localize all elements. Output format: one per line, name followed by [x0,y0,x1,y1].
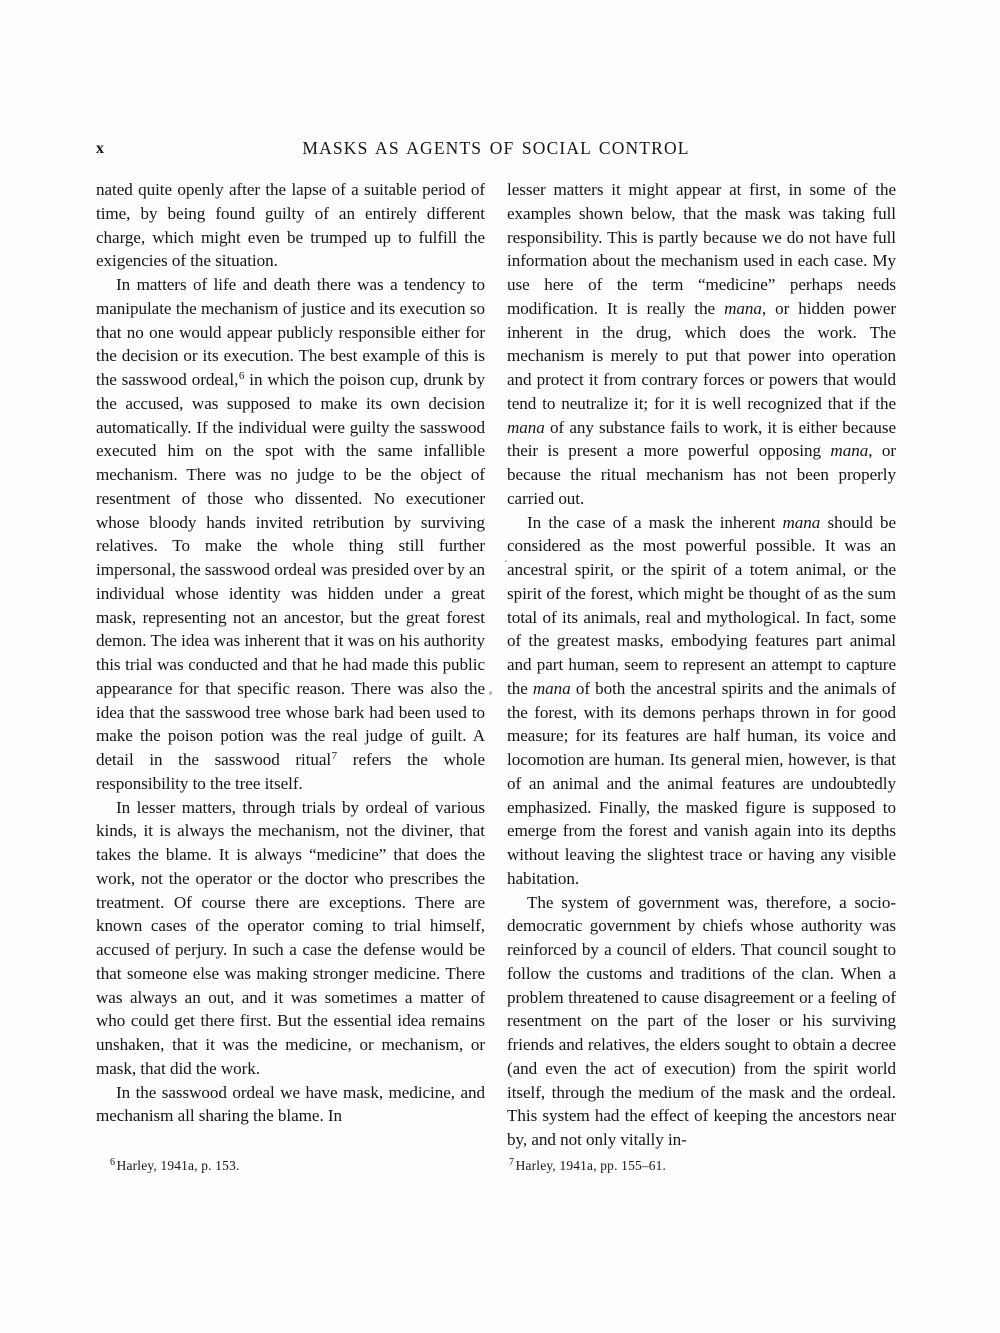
italic-term: mana [507,417,545,437]
footnote-reference: 7 [331,749,338,762]
footnote-marker: 6 [110,1157,116,1168]
footnote-text: Harley, 1941a, p. 153. [116,1158,240,1173]
italic-term: mana [724,298,762,318]
paragraph: In the case of a mask the inherent mana should be considered as the most powerful possible. It was an ancestral spirit, or the spirit of a totem animal, or the spirit of the forest, which might be thought of as the sum total of its animals, real and mythological. In fact, some of the greatest masks, embodying features part animal and part human, seem to represent an attempt to capture the mana of both the ancestral spirits and the animals of the forest, with its demons perhaps thrown in for good measure; for its features are half human, its voice and locomotion are human. Its general mien, however, is that of an animal and the animal features are undoubtedly emphasized. Finally, the masked figure is supposed to emerge from the forest and vanish again into its depths without leaving the slightest trace or having any visible habitation. [507,512,896,888]
footnote-right [509,1156,666,1176]
paragraph: lesser matters it might appear at first, in some of the examples shown below, that the mask was taking full responsibility. This is partly because we do not have full information about the mechanism used in each case. My use here of the term “medicine” perhaps needs modification. It is really the mana, or hidden power inherent in the drug, which does the work. The mechanism is merely to put that power into operation and protect it from contrary forces or powers that would tend to neutralize it; for it is well recognized that if the mana of any substance fails to work, it is either because their is present a more powerful opposing mana, or because the ritual mechanism has not been properly carried out. [507,180,896,508]
column-left [96,178,485,1128]
italic-term: mana [782,512,821,532]
running-head-title: MASKS AS AGENTS OF SOCIAL CONTROL [302,138,690,158]
body-columns [96,178,896,1149]
paragraph: In the sasswood ordeal we have mask, medicine, and mechanism all sharing the blame. In [96,1082,485,1126]
footnote-reference: 6 [238,369,245,382]
scan-speck [489,691,492,695]
column-right [507,178,896,1152]
italic-term: mana [532,678,571,698]
footnote-text: Harley, 1941a, pp. 155–61. [515,1158,667,1173]
scan-speck [505,560,507,562]
footnote-marker: 7 [509,1157,515,1168]
paragraph: The system of government was, therefore, a socio-democratic government by chiefs whose authority was reinforced by a council of elders. That council sought to follow the customs and traditions of the clan. When a problem threatened to cause disagreement or a feeling of resentment on the part of the loser or his surviving friends and relatives, the elders sought to obtain a decree (and even the act of execution) from the spirit world itself, through the medium of the mask and the ordeal. This system had the effect of keeping the ancestors near by, and not only vitally in- [507,892,896,1149]
paragraph: In matters of life and death there was a tendency to manipulate the mechanism of justice and its execution so that no one would appear publicly responsible either for the decision or its execution. The best example of this is the sasswood ordeal,$^6$ in which the poison cup, drunk by the accused, was supposed to make its own decision automatically. If the individual were guilty the sasswood executed him on the spot with the same infallible mechanism. There was no judge to be the object of resentment of those who dissented. No executioner whose bloody hands invited retribution by surviving relatives. To make the whole thing still further impersonal, the sasswood ordeal was presided over by an individual whose identity was hidden under a great mask, representing not an ancestor, but the great forest demon. The idea was inherent that it was on his authority this trial was conducted and that he had made this public appearance for that specific reason. There was also the idea that the sasswood tree whose bark had been used to make the poison potion was the real judge of guilt. A detail in the sasswood ritual$^7$ refers the whole responsibility to the tree itself. [96,275,485,793]
italic-term: mana [830,441,869,461]
paragraph: nated quite openly after the lapse of a suitable period of time, by being found guilty of an entirely different charge, which might even be trumped up to fulfill the exigencies of the situation. [96,180,485,271]
footnote-left [110,1156,240,1176]
running-head [96,138,896,164]
paragraph: In lesser matters, through trials by ordeal of various kinds, it is always the mechanism, not the diviner, that takes the blame. It is always “medicine” that does the work, not the operator or the doctor who prescribes the treatment. Of course there are exceptions. There are known cases of the operator coming to trial himself, accused of perjury. In such a case the defense would be that someone else was making stronger medicine. There was always an out, and it was sometimes a matter of who could get there first. But the essential idea remains unshaken, that it was the medicine, or mechanism, or mask, that did the work. [96,797,485,1078]
page-folio: x [96,140,105,157]
footnote-area [96,1156,896,1196]
